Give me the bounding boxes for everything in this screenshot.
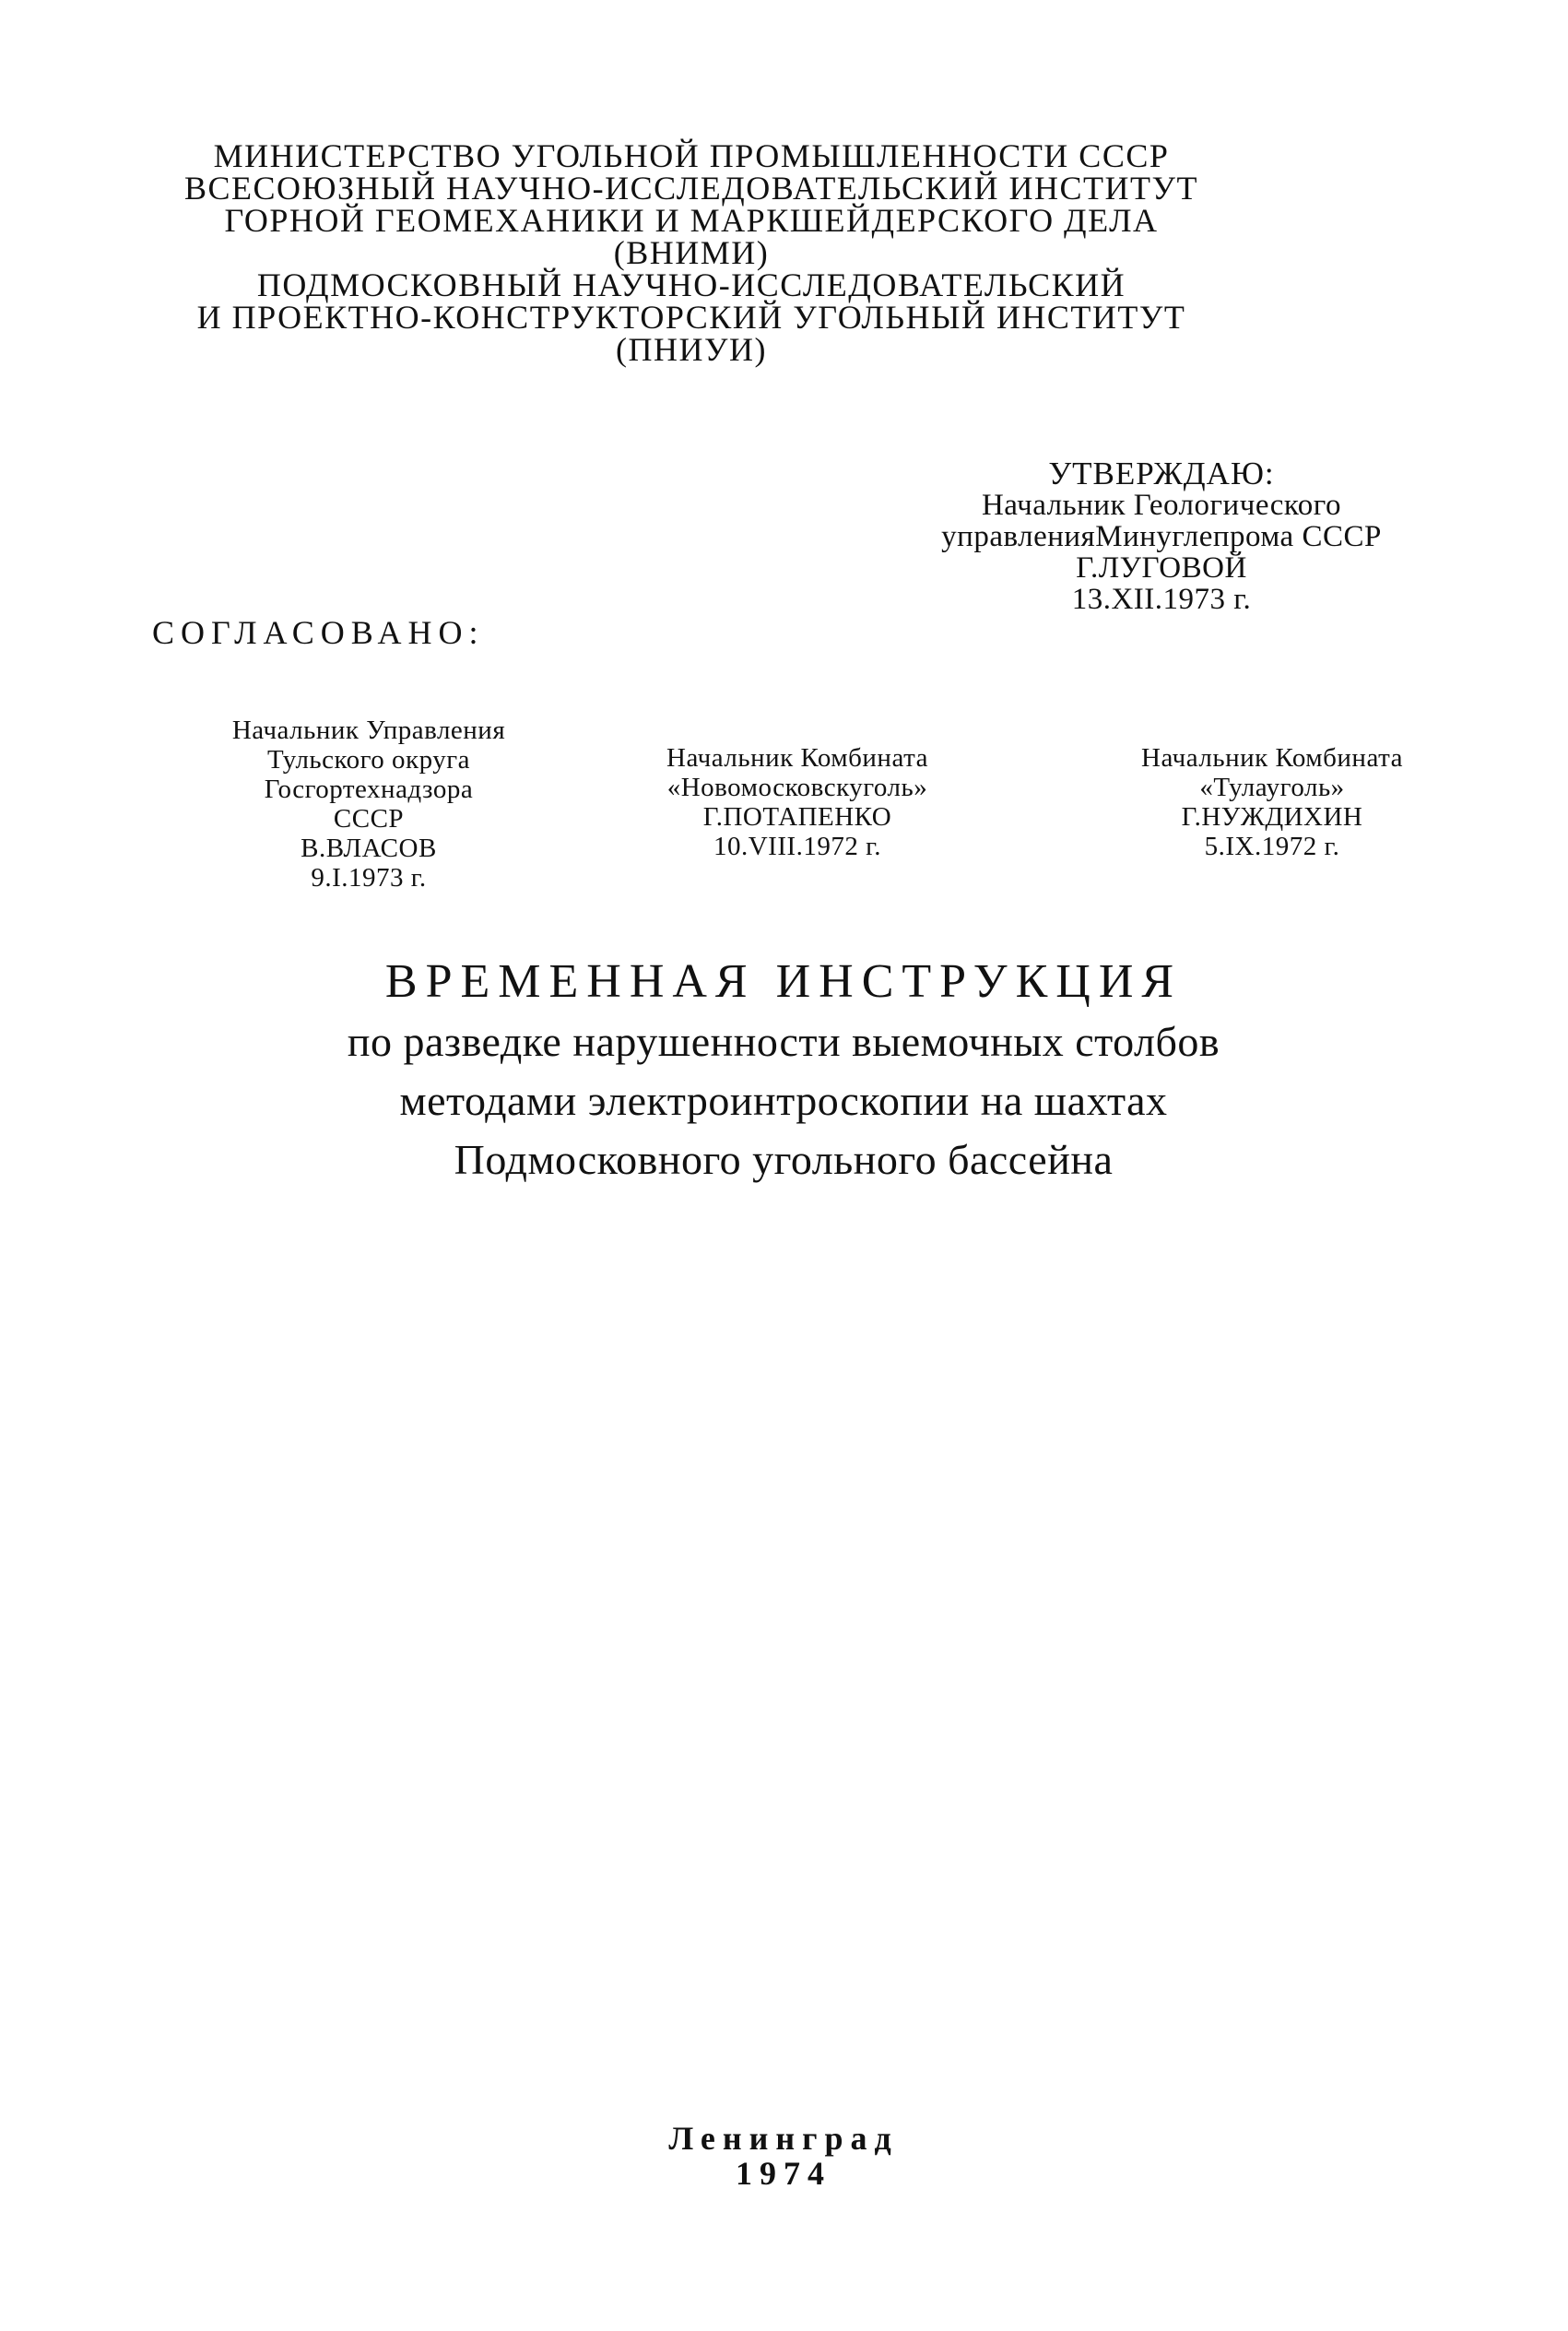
signatory-line: Начальник Управления — [231, 716, 506, 745]
signatory-date: 10.VIII.1972 г. — [713, 832, 882, 861]
approval-block — [867, 458, 1456, 615]
signatory-line: Тульского округа — [266, 745, 471, 775]
signatory-line: «Новомосковскуголь» — [666, 773, 928, 802]
signatory-line: Начальник Комбината — [1141, 743, 1403, 773]
signatory-block — [613, 743, 982, 861]
header-line: ГОРНОЙ ГЕОМЕХАНИКИ И МАРКШЕЙДЕРСКОГО ДЕЛА — [224, 202, 1159, 239]
imprint — [553, 2121, 1014, 2191]
title-main: ВРЕМЕННАЯ ИНСТРУКЦИЯ — [384, 955, 1183, 1008]
signatory-name: Г.НУЖДИХИН — [1181, 802, 1363, 832]
imprint-year: 1974 — [736, 2155, 831, 2192]
document-title — [92, 952, 1475, 1189]
header-line: ПОДМОСКОВНЫЙ НАУЧНО-ИССЛЕДОВАТЕЛЬСКИЙ — [256, 266, 1126, 303]
signatory-block — [157, 716, 581, 893]
signatory-line: Начальник Комбината — [666, 743, 928, 773]
header-line: (ПНИУИ) — [616, 331, 767, 368]
header-line: (ВНИМИ) — [613, 234, 770, 271]
signatory-name: В.ВЛАСОВ — [301, 834, 437, 863]
title-subtitle-line: по разведке нарушенности выемочных столбов — [347, 1018, 1220, 1065]
approval-line: Начальник Геологического — [981, 489, 1342, 522]
approval-date: 13.XII.1973 г. — [1071, 583, 1252, 616]
signatory-line: «Тулауголь» — [1199, 773, 1345, 802]
signatory-line: Госгортехнадзора — [264, 775, 474, 804]
approval-heading: УТВЕРЖДАЮ: — [1048, 456, 1275, 491]
title-subtitle-line: методами электроинтроскопии на шахтах — [399, 1077, 1168, 1124]
signatory-line: СССР — [333, 804, 405, 834]
institution-header — [138, 137, 1244, 368]
signatory-date: 9.I.1973 г. — [311, 863, 427, 893]
approval-line: управленияМинуглепрома СССР — [941, 520, 1382, 553]
signatory-date: 5.IX.1972 г. — [1204, 832, 1340, 861]
header-line: ВСЕСОЮЗНЫЙ НАУЧНО-ИССЛЕДОВАТЕЛЬСКИЙ ИНСТИТУТ — [184, 170, 1198, 207]
header-line: И ПРОЕКТНО-КОНСТРУКТОРСКИЙ УГОЛЬНЫЙ ИНСТИТУТ — [196, 299, 1186, 336]
agreed-label: СОГЛАСОВАНО: — [152, 614, 485, 651]
title-subtitle-line: Подмосковного угольного бассейна — [454, 1136, 1114, 1183]
approval-signer: Г.ЛУГОВОЙ — [1076, 551, 1247, 585]
signatory-name: Г.ПОТАПЕНКО — [702, 802, 892, 832]
imprint-city: Ленинград — [668, 2120, 899, 2157]
header-line: МИНИСТЕРСТВО УГОЛЬНОЙ ПРОМЫШЛЕННОСТИ СССР — [213, 137, 1170, 174]
signatory-block — [1083, 743, 1461, 861]
